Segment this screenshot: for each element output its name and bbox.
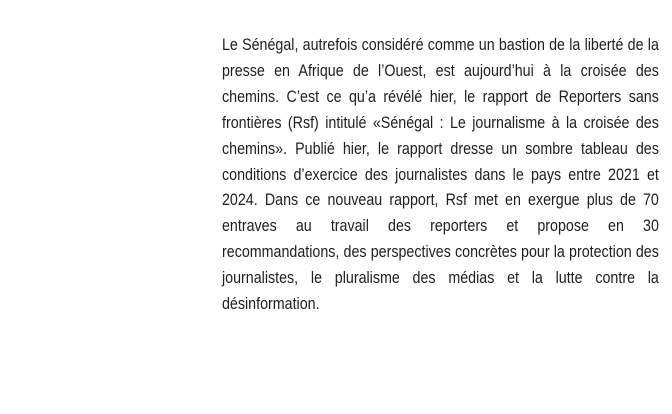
article-paragraph: Le Sénégal, autrefois considéré comme un bastion de la liberté de la presse en Afrique de l’Ouest, est aujourd’hui à la croisée des chemins. C’est ce qu’a révélé hier, le rapport de Reporters sans frontières (Rsf) intitulé «Sénégal : Le journalisme à la croisée des chemins». Publié hier, le rapport dresse un sombre tableau des conditions d’exercice des journalistes dans le pays entre 2021 et 2024. Dans ce nouveau rapport, Rsf met en exergue plus de 70 entraves au travail des reporters et propose en 30 recommandations, des perspectives concrètes pour la protection des journalistes, le pluralisme des médias et la lutte contre la désinformation. (222, 35, 659, 314)
